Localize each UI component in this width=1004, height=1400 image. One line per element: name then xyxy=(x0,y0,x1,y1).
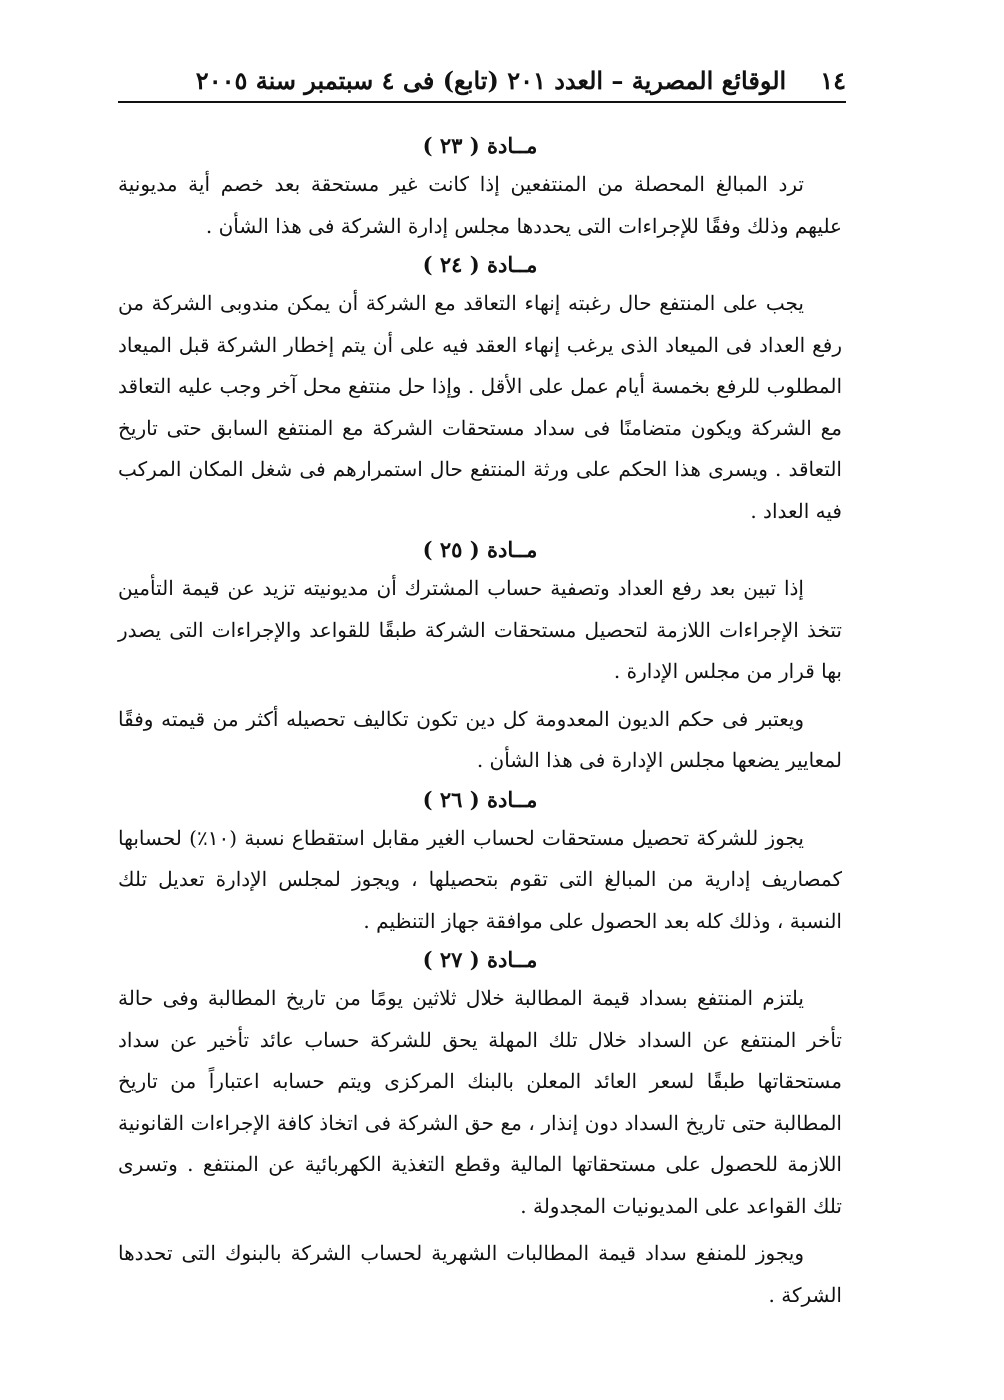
article-25-paragraph-1: إذا تبين بعد رفع العداد وتصفية حساب المشترك أن مديونيته تزيد عن قيمة التأمين تتخذ الإجراءات اللازمة لتحصيل مستحقات الشركة طبقًا للقواعد والإجراءات التى يصدر بها قرار من مجلس الإدارة . xyxy=(118,576,842,683)
article-27-paragraph-2: ويجوز للمنفع سداد قيمة المطالبات الشهرية لحساب الشركة بالبنوك التى تحددها الشركة . xyxy=(118,1241,842,1307)
page-number: ١٤ xyxy=(820,65,846,95)
article-heading-23: مــادة ( ٢٣ ) xyxy=(422,133,538,158)
article-23-paragraph: ترد المبالغ المحصلة من المنتفعين إذا كانت غير مستحقة بعد خصم أية مديونية عليهم وذلك وفقًا للإجراءات التى يحددها مجلس إدارة الشركة فى هذا الشأن . xyxy=(118,172,842,238)
gazette-title: الوقائع المصرية – العدد ٢٠١ (تابع) فى ٤ سبتمبر سنة ٢٠٠٥ xyxy=(195,65,787,95)
article-27-paragraph-1: يلتزم المنتفع بسداد قيمة المطالبة خلال ثلاثين يومًا من تاريخ المطالبة وفى حالة تأخر المنتفع عن السداد خلال تلك المهلة يحق للشركة حساب عائد تأخير عن سداد مستحقاتها طبقًا لسعر العائد المعلن بالبنك المركزى ويتم حسابه اعتباراً من تاريخ المطالبة حتى تاريخ السداد دون إنذار ، مع حق الشركة فى اتخاذ كافة الإجراءات القانونية اللازمة للحصول على مستحقاتها المالية وقطع التغذية الكهربائية عن المنتفع . وتسرى تلك القواعد على المديونيات المجدولة . xyxy=(118,986,842,1218)
document-body xyxy=(118,128,842,1316)
article-heading-27: مــادة ( ٢٧ ) xyxy=(422,947,538,972)
article-heading-24: مــادة ( ٢٤ ) xyxy=(422,252,538,277)
article-heading-26: مــادة ( ٢٦ ) xyxy=(422,786,538,812)
article-heading-25: مــادة ( ٢٥ ) xyxy=(422,537,538,562)
article-26-paragraph: يجوز للشركة تحصيل مستحقات لحساب الغير مقابل استقطاع نسبة (١٠٪) لحسابها كمصاريف إدارية من المبالغ التى تقوم بتحصيلها ، ويجوز لمجلس الإدارة تعديل تلك النسبة ، وذلك كله بعد الحصول على موافقة جهاز التنظيم . xyxy=(118,825,842,933)
header-divider xyxy=(118,101,846,103)
article-25-paragraph-2: ويعتبر فى حكم الديون المعدومة كل دين تكون تكاليف تحصيله أكثر من قيمته وفقًا لمعايير يضعها مجلس الإدارة فى هذا الشأن . xyxy=(118,706,842,772)
article-24-paragraph: يجب على المنتفع حال رغبته إنهاء التعاقد مع الشركة أن يمكن مندوبى الشركة من رفع العداد فى الميعاد الذى يرغب إنهاء العقد فيه على أن يتم إخطار الشركة قبل الميعاد المطلوب للرفع بخمسة أيام عمل على الأقل . وإذا حل منتفع محل آخر وجب عليه التعاقد مع الشركة ويكون متضامنًا فى سداد مستحقات الشركة مع المنتفع السابق حتى تاريخ التعاقد . ويسرى هذا الحكم على ورثة المنتفع حال استمرارهم فى شغل المكان المركب فيه العداد . xyxy=(118,291,842,523)
page-header xyxy=(118,62,846,98)
